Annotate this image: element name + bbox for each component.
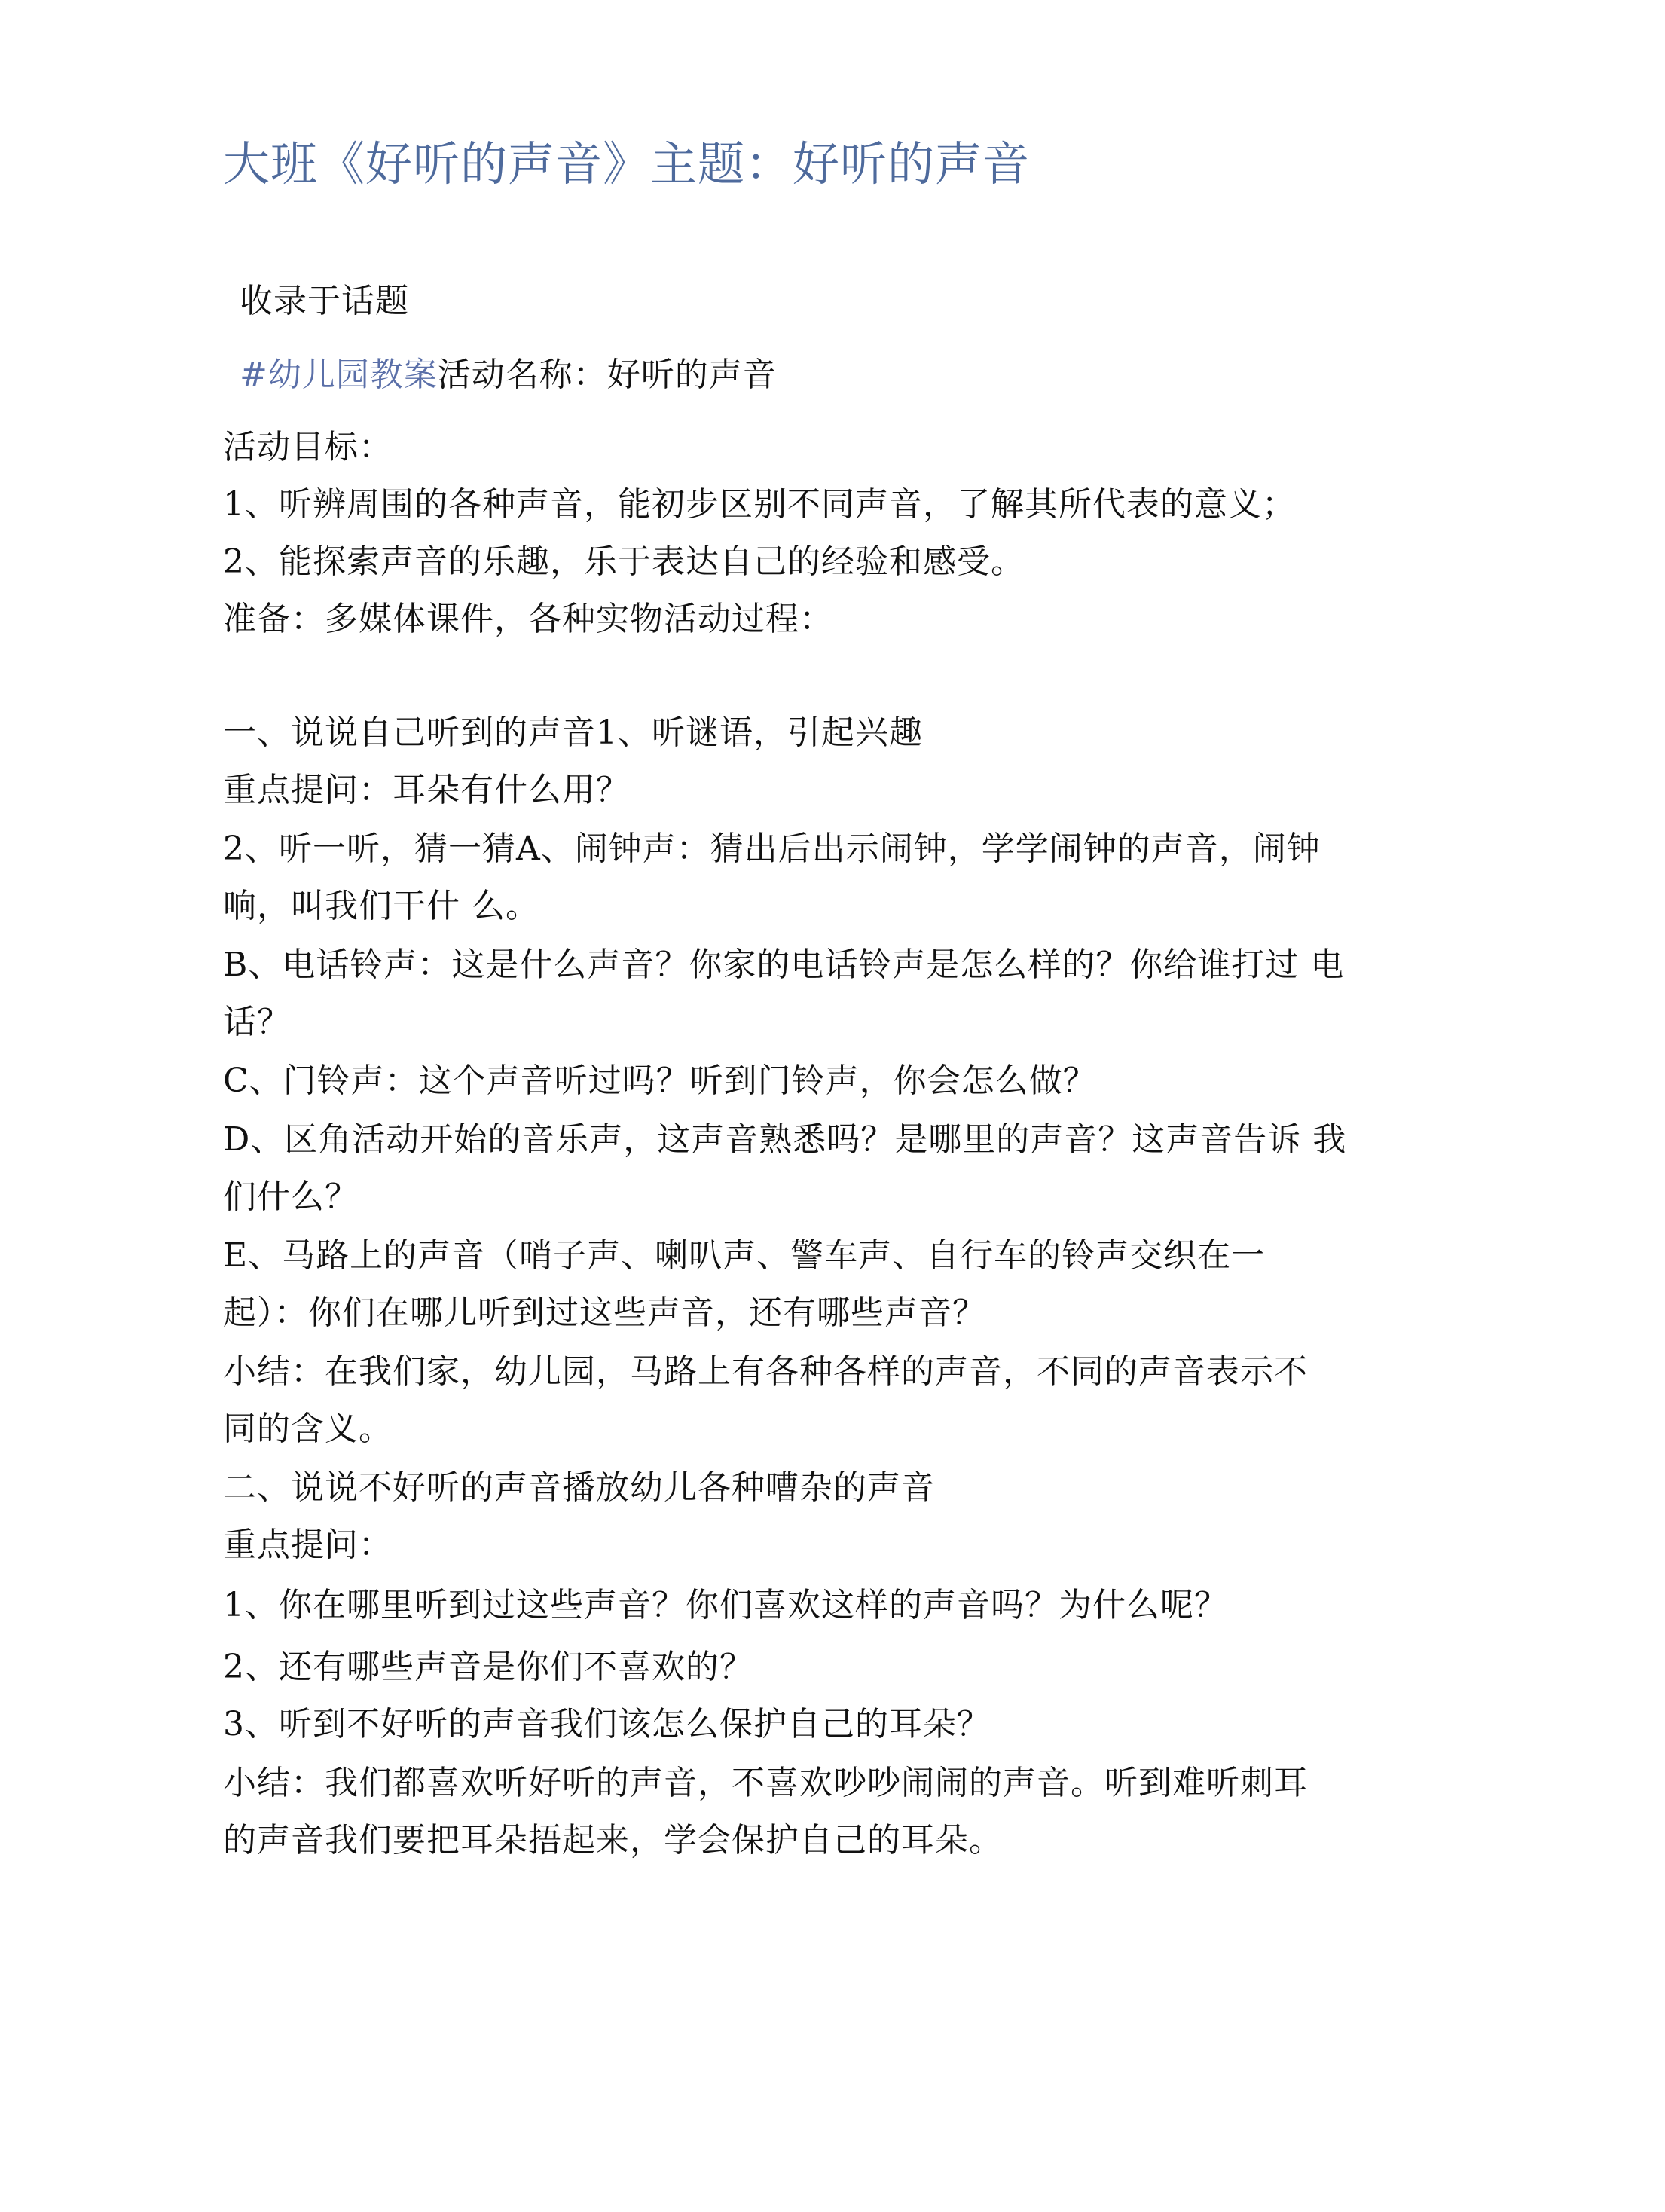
body-line: 2、听一听，猜一猜A、闹钟声：猜出后出示闹钟，学学闹钟的声音，闹钟 [223, 830, 1321, 868]
body-line: 小结：在我们家，幼儿园，马路上有各种各样的声音，不同的声音表示不 [223, 1352, 1308, 1391]
activity-name: 活动名称：好听的声音 [437, 356, 777, 394]
topic-line [240, 353, 777, 398]
body-line: 准备：多媒体课件，各种实物活动过程： [223, 600, 833, 638]
body-line: B、电话铃声：这是什么声音？你家的电话铃声是怎么样的？你给谁打过 电 [223, 946, 1345, 984]
body-line: 2、还有哪些声音是你们不喜欢的？ [223, 1648, 753, 1686]
body-line: 1、你在哪里听到过这些声音？你们喜欢这样的声音吗？为什么呢？ [223, 1586, 1228, 1624]
collected-label: 收录于话题 [240, 282, 409, 320]
body-line: C、门铃声：这个声音听过吗？听到门铃声，你会怎么做？ [223, 1062, 1097, 1100]
body-line: 1、听辨周围的各种声音，能初步区别不同声音，了解其所代表的意义； [223, 485, 1296, 524]
body-line: 们什么？ [223, 1178, 359, 1216]
body-line: 重点提问： [223, 1526, 393, 1564]
section-heading: 一、说说自己听到的声音1、听谜语，引起兴趣 [223, 713, 923, 752]
body-line: 小结：我们都喜欢听好听的声音，不喜欢吵吵闹闹的声音。听到难听刺耳 [223, 1764, 1308, 1802]
topic-tag-link[interactable]: #幼儿园教案 [240, 356, 438, 394]
body-line: 起）：你们在哪儿听到过这些声音，还有哪些声音？ [223, 1294, 986, 1332]
body-line: 同的含义。 [223, 1410, 393, 1448]
body-line: 的声音我们要把耳朵捂起来，学会保护自己的耳朵。 [223, 1821, 1003, 1859]
section-heading: 二、说说不好听的声音播放幼儿各种嘈杂的声音 [223, 1468, 935, 1507]
body-line: 3、听到不好听的声音我们该怎么保护自己的耳朵？ [223, 1705, 991, 1743]
body-line: 2、能探索声音的乐趣，乐于表达自己的经验和感受。 [223, 542, 1025, 581]
body-line: E、马路上的声音（哨子声、喇叭声、警车声、自行车的铃声交织在一 [223, 1236, 1266, 1275]
body-line: 话？ [223, 1003, 291, 1041]
document-title: 大班《好听的声音》主题：好听的声音 [223, 136, 1031, 191]
body-line: 重点提问：耳朵有什么用？ [223, 771, 630, 809]
body-line: D、区角活动开始的音乐声，这声音熟悉吗？是哪里的声音？这声音告诉 我 [223, 1120, 1347, 1159]
objective-heading: 活动目标： [223, 428, 393, 466]
body-line: 响，叫我们干什 么。 [223, 887, 539, 925]
